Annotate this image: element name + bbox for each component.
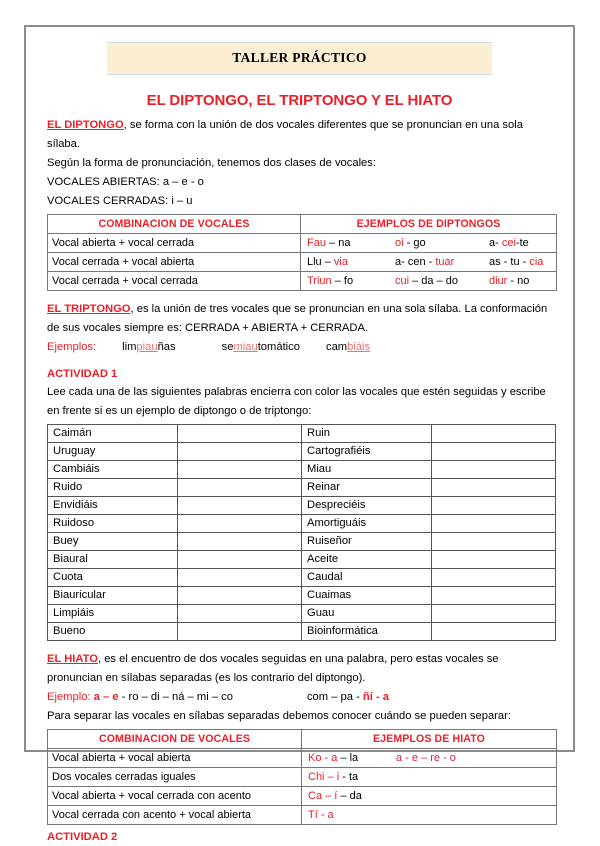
actividad-2-title: ACTIVIDAD 2 bbox=[47, 831, 118, 843]
triptongo-example-2: semiautomático bbox=[221, 341, 300, 353]
example-1: Triun – fo bbox=[307, 274, 354, 287]
answer-cell[interactable] bbox=[432, 497, 556, 515]
word-cell: Cartografiéis bbox=[302, 443, 432, 461]
answer-cell[interactable] bbox=[432, 533, 556, 551]
example-2: cui – da – do bbox=[395, 274, 458, 287]
word-cell: Ruidoso bbox=[48, 515, 178, 533]
answer-cell[interactable] bbox=[178, 569, 302, 587]
word-cell: Ruin bbox=[302, 425, 432, 443]
answer-cell[interactable] bbox=[432, 425, 556, 443]
banner-wrapper bbox=[26, 42, 573, 75]
word-cell: Reinar bbox=[302, 479, 432, 497]
example-3: a- cei-te bbox=[489, 236, 529, 249]
hiato-example-red-2: ñí - a bbox=[362, 691, 390, 703]
table-row bbox=[48, 425, 556, 443]
col-header-combinacion: COMBINACION DE VOCALES bbox=[48, 730, 302, 749]
table-row bbox=[48, 605, 556, 623]
triptongo-example-3: cambiáis bbox=[325, 341, 371, 353]
examples-cell bbox=[301, 234, 557, 253]
example-1: Ko - a – la bbox=[308, 751, 359, 764]
word-cell: Limpiáis bbox=[48, 605, 178, 623]
hiato-example-black-1: - ro – di – ná – mi – co bbox=[118, 691, 233, 703]
word-cell: Ruido bbox=[48, 479, 178, 497]
word-cell: Aceite bbox=[302, 551, 432, 569]
table-row bbox=[48, 768, 557, 787]
word-cell: Envidiáis bbox=[48, 497, 178, 515]
word-cell: Miau bbox=[302, 461, 432, 479]
ejemplo-label: Ejemplo: bbox=[47, 691, 91, 703]
word-cell: Caimán bbox=[48, 425, 178, 443]
banner-title: TALLER PRÁCTICO bbox=[232, 50, 367, 65]
table-row bbox=[48, 461, 556, 479]
example-2: a- cen - tuar bbox=[395, 255, 455, 268]
table-row bbox=[48, 533, 556, 551]
table-row bbox=[48, 234, 557, 253]
example-2: a - e – re - o bbox=[396, 751, 456, 764]
table-row bbox=[48, 749, 557, 768]
examples-cell bbox=[302, 749, 557, 768]
diptongo-term: EL DIPTONGO bbox=[47, 119, 124, 131]
word-cell: Biaural bbox=[48, 551, 178, 569]
comb-cell: Vocal abierta + vocal abierta bbox=[48, 749, 302, 768]
vocales-abiertas: VOCALES ABIERTAS: a – e - o bbox=[47, 176, 204, 188]
page-inner bbox=[26, 42, 573, 843]
taller-practico-banner bbox=[107, 42, 492, 75]
word-cell: Cambiáis bbox=[48, 461, 178, 479]
example-1-black: – da bbox=[337, 789, 362, 802]
answer-cell[interactable] bbox=[178, 461, 302, 479]
table-row bbox=[48, 272, 557, 291]
word-cell: Biauricular bbox=[48, 587, 178, 605]
hiato-rule-intro: Para separar las vocales en sílabas separadas debemos conocer cuándo se pueden separar: bbox=[47, 710, 511, 722]
col-header-ejemplos: EJEMPLOS DE HIATO bbox=[302, 730, 557, 749]
table-row bbox=[48, 443, 556, 461]
answer-cell[interactable] bbox=[178, 551, 302, 569]
table-row bbox=[48, 253, 557, 272]
diptongo-definition: , se forma con la unión de dos vocales diferentes que se pronuncian en una sola sílaba. bbox=[47, 119, 523, 150]
answer-cell[interactable] bbox=[432, 623, 556, 641]
table-row bbox=[48, 479, 556, 497]
example-1-red: Tí - a bbox=[308, 808, 334, 821]
hiato-term: EL HIATO bbox=[47, 653, 98, 665]
word-cell: Caudal bbox=[302, 569, 432, 587]
table-row bbox=[48, 623, 556, 641]
vowel-classes-intro: Según la forma de pronunciación, tenemos dos clases de vocales: bbox=[47, 157, 376, 169]
hiato-example-red-1: a – e bbox=[93, 691, 119, 703]
answer-cell[interactable] bbox=[178, 515, 302, 533]
triptongo-paragraph bbox=[47, 300, 552, 338]
table-row bbox=[48, 806, 557, 825]
example-1: Llu – via bbox=[307, 255, 348, 268]
examples-cell bbox=[302, 768, 557, 787]
comb-cell: Vocal cerrada + vocal cerrada bbox=[48, 272, 301, 291]
answer-cell[interactable] bbox=[432, 479, 556, 497]
answer-cell[interactable] bbox=[432, 461, 556, 479]
answer-cell[interactable] bbox=[432, 515, 556, 533]
triptongo-examples-line bbox=[47, 338, 552, 357]
triptongo-term: EL TRIPTONGO bbox=[47, 303, 131, 315]
words-table-body bbox=[48, 425, 556, 641]
actividad-1-instructions: Lee cada una de las siguientes palabras encierra con color las vocales que estén seguidas y escribe en frente si es un ejemplo de diptongo o de triptongo: bbox=[47, 386, 546, 417]
vocales-cerradas: VOCALES CERRADAS: i – u bbox=[47, 195, 193, 207]
actividad-1-title: ACTIVIDAD 1 bbox=[47, 368, 118, 380]
examples-cell bbox=[301, 272, 557, 291]
table-header-row bbox=[48, 215, 557, 234]
comb-cell: Vocal cerrada con acento + vocal abierta bbox=[48, 806, 302, 825]
example-2: oi - go bbox=[395, 236, 426, 249]
answer-cell[interactable] bbox=[432, 605, 556, 623]
word-cell: Bueno bbox=[48, 623, 178, 641]
example-3: diur - no bbox=[489, 274, 530, 287]
comb-cell: Vocal abierta + vocal cerrada con acento bbox=[48, 787, 302, 806]
answer-cell[interactable] bbox=[178, 479, 302, 497]
answer-cell[interactable] bbox=[178, 497, 302, 515]
table-row bbox=[48, 587, 556, 605]
answer-cell[interactable] bbox=[432, 551, 556, 569]
examples-cell bbox=[302, 787, 557, 806]
word-cell: Bioinformática bbox=[302, 623, 432, 641]
page-title: EL DIPTONGO, EL TRIPTONGO Y EL HIATO bbox=[146, 92, 453, 109]
document-body bbox=[26, 109, 573, 846]
example-1: Fau – na bbox=[307, 236, 351, 249]
word-cell: Cuota bbox=[48, 569, 178, 587]
ejemplos-label: Ejemplos: bbox=[47, 341, 97, 353]
diptongo-paragraph bbox=[47, 116, 552, 154]
example-1-red: Ca – í bbox=[308, 789, 338, 802]
hiato-example-black-2: com – pa - bbox=[306, 691, 363, 703]
triptongo-example-1: limpiauñas bbox=[122, 341, 176, 353]
comb-cell: Vocal cerrada + vocal abierta bbox=[48, 253, 301, 272]
word-cell: Ruiseñor bbox=[302, 533, 432, 551]
comb-cell: Dos vocales cerradas iguales bbox=[48, 768, 302, 787]
comb-cell: Vocal abierta + vocal cerrada bbox=[48, 234, 301, 253]
word-cell: Despreciéis bbox=[302, 497, 432, 515]
hiato-definition: , es el encuentro de dos vocales seguidas en una palabra, pero estas vocales se pronuncian en sílabas separadas (es los contrario del diptongo). bbox=[47, 653, 499, 684]
table-header-row bbox=[48, 730, 557, 749]
answer-cell[interactable] bbox=[178, 443, 302, 461]
answer-cell[interactable] bbox=[178, 533, 302, 551]
table-row bbox=[48, 787, 557, 806]
answer-cell[interactable] bbox=[432, 587, 556, 605]
hiato-table bbox=[47, 729, 557, 825]
word-cell: Amortiguáis bbox=[302, 515, 432, 533]
answer-cell[interactable] bbox=[178, 587, 302, 605]
word-cell: Cuaimas bbox=[302, 587, 432, 605]
diptongo-table bbox=[47, 214, 557, 291]
answer-cell[interactable] bbox=[432, 443, 556, 461]
examples-cell bbox=[301, 253, 557, 272]
document-page bbox=[24, 25, 575, 843]
examples-cell bbox=[302, 806, 557, 825]
hiato-example-line bbox=[47, 688, 552, 707]
word-cell: Guau bbox=[302, 605, 432, 623]
table-row bbox=[48, 569, 556, 587]
word-cell: Buey bbox=[48, 533, 178, 551]
col-header-ejemplos: EJEMPLOS DE DIPTONGOS bbox=[301, 215, 557, 234]
table-row bbox=[48, 551, 556, 569]
col-header-combinacion: COMBINACION DE VOCALES bbox=[48, 215, 301, 234]
answer-cell[interactable] bbox=[178, 425, 302, 443]
hiato-paragraph bbox=[47, 650, 552, 688]
actividad-1-table bbox=[47, 424, 556, 641]
word-cell: Uruguay bbox=[48, 443, 178, 461]
answer-cell[interactable] bbox=[178, 623, 302, 641]
table-row bbox=[48, 497, 556, 515]
triptongo-definition: , es la unión de tres vocales que se pronuncian en una sola sílaba. La conformación de sus vocales siempre es: CERRADA + ABIERTA + CERRADA. bbox=[47, 303, 548, 334]
answer-cell[interactable] bbox=[178, 605, 302, 623]
example-3: as - tu - cia bbox=[489, 255, 544, 268]
example-1-red: Chi – i bbox=[308, 770, 340, 783]
table-row bbox=[48, 515, 556, 533]
answer-cell[interactable] bbox=[432, 569, 556, 587]
example-1-black: - ta bbox=[339, 770, 359, 783]
